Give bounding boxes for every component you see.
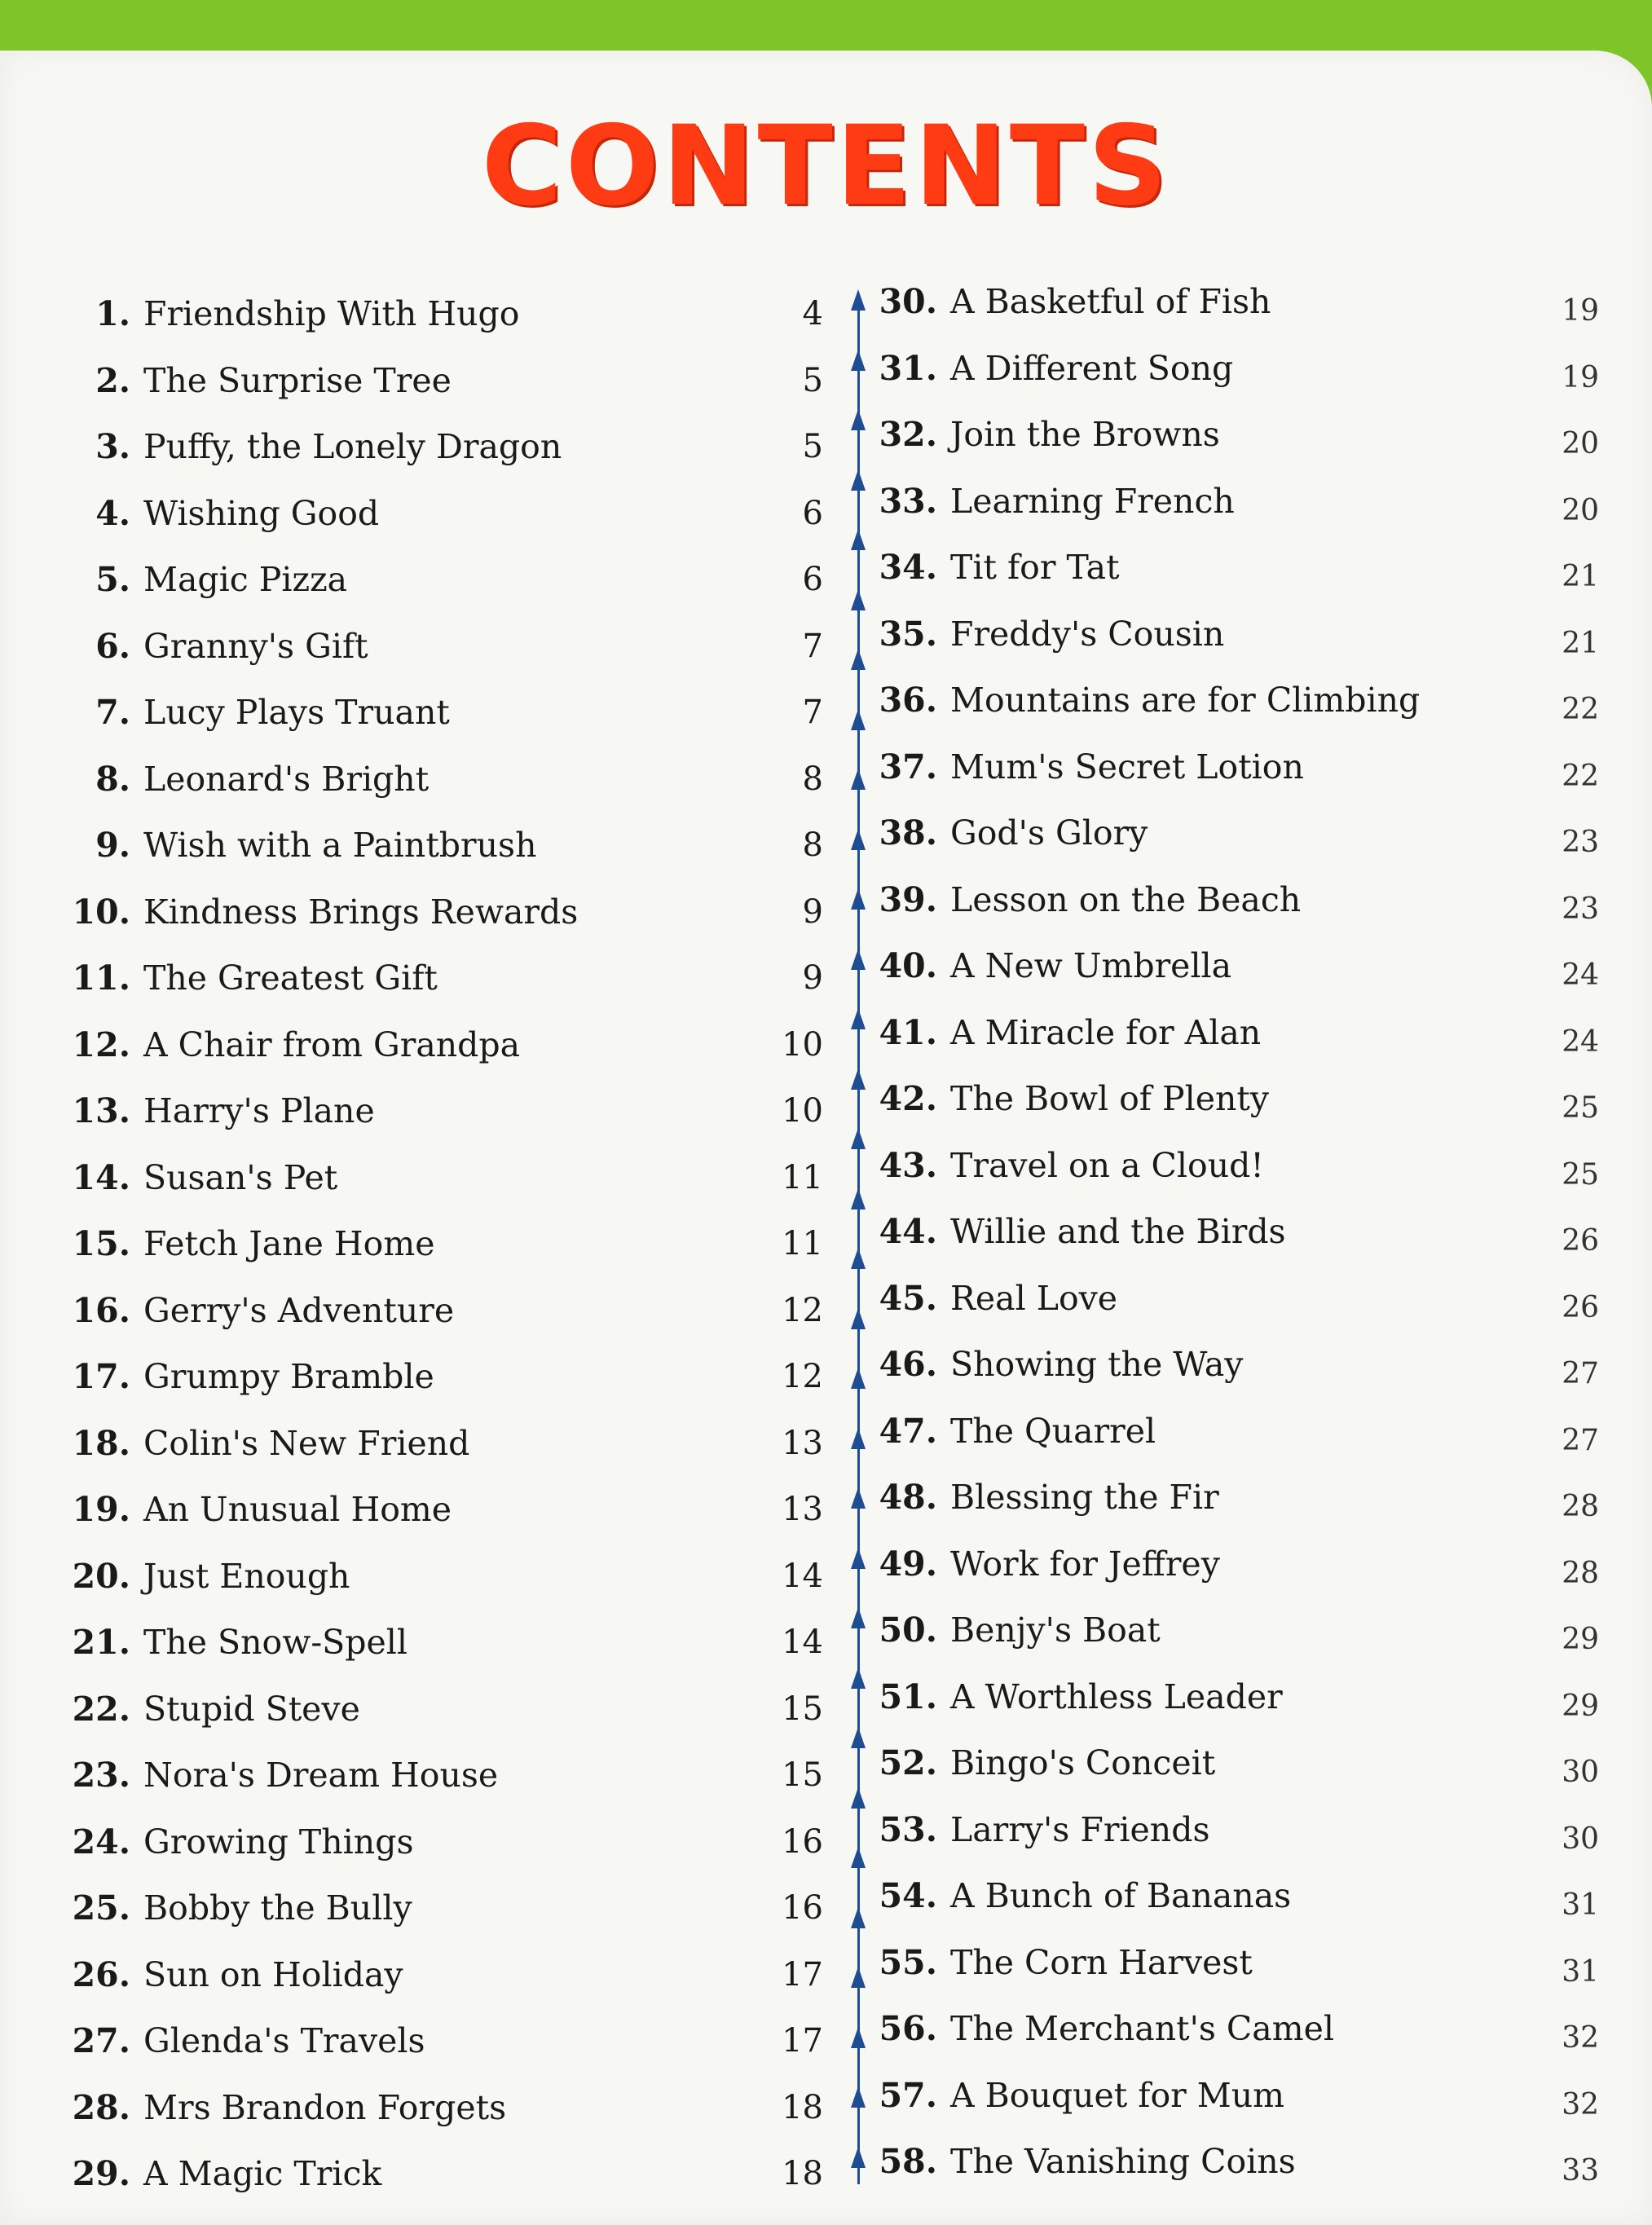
entry-title: Fetch Jane Home [143, 1224, 435, 1263]
toc-entry[interactable] [33, 547, 347, 612]
entry-title: Blessing the Fir [950, 1478, 1219, 1517]
up-arrow-icon [851, 1787, 866, 1809]
toc-entry[interactable] [33, 1145, 337, 1210]
entry-title: Susan's Pet [143, 1157, 338, 1197]
up-arrow-icon [851, 1008, 866, 1029]
entry-page-number: 24 [1562, 1024, 1599, 1059]
entry-number: 37. [879, 747, 937, 786]
up-arrow-icon [851, 1727, 866, 1748]
entry-number: 29. [72, 2154, 130, 2193]
entry-page-number: 22 [1562, 693, 1599, 726]
toc-entry[interactable] [33, 1344, 434, 1409]
entry-title: Larry's Friends [950, 1809, 1210, 1849]
toc-entry[interactable] [864, 469, 1235, 534]
entry-title: Wish with a Paintbrush [143, 826, 537, 865]
entry-title: Puffy, the Lonely Dragon [143, 427, 562, 466]
up-arrow-icon [851, 1907, 866, 1928]
entry-title: The Quarrel [950, 1411, 1156, 1451]
toc-entry[interactable] [864, 867, 1301, 932]
toc-entry[interactable] [864, 269, 1271, 334]
toc-entry[interactable] [864, 1664, 1283, 1729]
entry-page-number: 12 [782, 1291, 823, 1329]
entry-title: Travel on a Cloud! [950, 1145, 1264, 1185]
entry-number: 39. [879, 879, 937, 919]
entry-title: Bingo's Conceit [950, 1743, 1216, 1782]
entry-page-number: 9 [802, 892, 823, 931]
toc-entry[interactable] [33, 813, 537, 878]
up-arrow-icon [851, 409, 866, 430]
toc-entry[interactable] [33, 2141, 381, 2206]
toc-entry[interactable] [864, 1930, 1253, 1995]
entry-title: Stupid Steve [143, 1689, 360, 1729]
entry-title: The Greatest Gift [143, 958, 438, 998]
entry-title: Mum's Secret Lotion [950, 747, 1304, 786]
entry-title: Nora's Dream House [143, 1756, 499, 1795]
toc-entry[interactable] [33, 1078, 375, 1143]
toc-entry[interactable] [864, 1797, 1210, 1862]
toc-entry[interactable] [33, 1012, 520, 1077]
toc-entry[interactable] [864, 734, 1304, 800]
entry-title: The Merchant's Camel [950, 2009, 1334, 2048]
entry-page-number: 7 [802, 627, 823, 665]
entry-page-number: 5 [802, 428, 823, 465]
entry-page-number: 11 [782, 1158, 823, 1196]
entry-number: 21. [72, 1623, 130, 1662]
entry-title: A Bouquet for Mum [950, 2075, 1285, 2115]
entry-title: Willie and the Birds [950, 1212, 1286, 1251]
up-arrow-icon [851, 529, 866, 550]
toc-entry[interactable] [33, 481, 379, 546]
entry-number: 55. [879, 1942, 937, 1982]
entry-number: 30. [879, 282, 937, 321]
toc-entry[interactable] [33, 879, 578, 945]
entry-page-number: 25 [1562, 1157, 1599, 1192]
entry-number: 48. [879, 1478, 937, 1517]
up-arrow-icon [851, 1128, 866, 1149]
entry-number: 27. [72, 2021, 130, 2060]
toc-entry[interactable] [864, 1996, 1334, 2061]
entry-number: 53. [879, 1809, 937, 1849]
entry-number: 2. [95, 360, 130, 400]
entry-title: The Surprise Tree [143, 360, 452, 400]
entry-title: Growing Things [143, 1822, 414, 1862]
entry-page-number: 13 [782, 1491, 823, 1528]
toc-entry[interactable] [864, 1863, 1291, 1928]
entry-page-number: 8 [802, 826, 823, 864]
entry-title: Glenda's Travels [143, 2021, 425, 2060]
toc-entry[interactable] [33, 1411, 469, 1476]
entry-page-number: 16 [782, 1889, 823, 1927]
entry-title: Mountains are for Climbing [950, 681, 1421, 720]
toc-entry[interactable] [33, 1610, 407, 1675]
entry-title: Sun on Holiday [143, 1954, 403, 1994]
entry-number: 26. [72, 1954, 130, 1994]
entry-number: 31. [879, 348, 937, 388]
toc-entry[interactable] [864, 1465, 1219, 1530]
up-arrow-icon [851, 1068, 866, 1090]
entry-number: 16. [72, 1290, 130, 1330]
entry-number: 28. [72, 2087, 130, 2127]
entry-number: 17. [72, 1357, 130, 1396]
entry-page-number: 7 [802, 694, 823, 731]
entry-number: 15. [72, 1224, 130, 1263]
toc-entry[interactable] [864, 800, 1148, 866]
entry-number: 1. [95, 294, 130, 333]
entry-title: Freddy's Cousin [950, 614, 1225, 654]
entry-number: 18. [72, 1423, 130, 1463]
toc-entry[interactable] [864, 336, 1233, 401]
entry-number: 51. [879, 1676, 937, 1716]
toc-entry[interactable] [864, 2129, 1296, 2194]
entry-title: Magic Pizza [143, 560, 348, 599]
entry-page-number: 23 [1562, 826, 1599, 859]
entry-page-number: 20 [1562, 493, 1599, 527]
entry-title: Mrs Brandon Forgets [143, 2087, 507, 2127]
entry-number: 50. [879, 1610, 937, 1650]
toc-entry[interactable] [864, 1133, 1264, 1198]
up-arrow-icon [851, 1368, 866, 1389]
up-arrow-icon [851, 2147, 866, 2168]
toc-entry[interactable] [864, 1266, 1117, 1331]
entry-page-number: 25 [1562, 1091, 1599, 1125]
entry-title: A Magic Trick [143, 2154, 382, 2193]
toc-entry[interactable] [33, 1809, 413, 1875]
entry-page-number: 18 [782, 2155, 823, 2192]
entry-number: 57. [879, 2075, 937, 2115]
toc-entry[interactable] [864, 1597, 1161, 1663]
entry-number: 36. [879, 681, 937, 720]
entry-page-number: 24 [1562, 958, 1599, 992]
entry-page-number: 18 [782, 2088, 823, 2126]
entry-page-number: 29 [1562, 1689, 1599, 1723]
entry-title: The Snow-Spell [143, 1623, 407, 1662]
up-arrow-icon [851, 469, 866, 491]
entry-title: Wishing Good [143, 493, 380, 533]
entry-page-number: 28 [1562, 1490, 1599, 1523]
entry-number: 23. [72, 1756, 130, 1795]
entry-number: 6. [95, 626, 130, 666]
entry-page-number: 14 [782, 1624, 823, 1661]
entry-number: 22. [72, 1689, 130, 1729]
entry-number: 19. [72, 1490, 130, 1529]
toc-entry[interactable] [864, 668, 1420, 733]
entry-page-number: 23 [1562, 892, 1599, 926]
toc-entry[interactable] [864, 1399, 1156, 1464]
entry-title: A Worthless Leader [950, 1676, 1283, 1716]
entry-title: Join the Browns [950, 415, 1220, 454]
toc-entry[interactable] [33, 1875, 412, 1941]
entry-number: 34. [879, 548, 937, 587]
up-arrow-icon [851, 350, 866, 371]
entry-title: Granny's Gift [143, 626, 368, 666]
entry-number: 42. [879, 1079, 937, 1118]
entry-page-number: 9 [802, 959, 823, 997]
entry-page-number: 6 [802, 494, 823, 532]
toc-entry[interactable] [33, 1544, 350, 1609]
entry-number: 52. [879, 1743, 937, 1782]
up-arrow-icon [851, 1308, 866, 1329]
entry-title: An Unusual Home [143, 1490, 452, 1529]
toc-entry[interactable] [33, 1278, 454, 1343]
entry-number: 9. [95, 826, 130, 865]
entry-number: 12. [72, 1024, 130, 1064]
toc-entry[interactable] [864, 1000, 1261, 1065]
entry-page-number: 21 [1562, 560, 1599, 593]
toc-entry[interactable] [33, 680, 450, 745]
entry-title: Grumpy Bramble [143, 1357, 434, 1396]
entry-number: 3. [95, 427, 130, 466]
toc-entry[interactable] [864, 601, 1224, 667]
entry-page-number: 31 [1562, 1888, 1599, 1922]
entry-number: 47. [879, 1411, 937, 1451]
toc-entry[interactable] [33, 281, 519, 346]
up-arrow-icon [851, 1188, 866, 1209]
entry-title: Just Enough [143, 1556, 350, 1596]
up-arrow-icon [851, 1428, 866, 1449]
up-arrow-icon [851, 1548, 866, 1569]
column-divider [857, 297, 860, 2184]
entry-number: 32. [879, 415, 937, 454]
up-arrow-icon [851, 769, 866, 790]
entry-title: The Bowl of Plenty [950, 1079, 1270, 1118]
up-arrow-icon [851, 1967, 866, 1988]
entry-number: 24. [72, 1822, 130, 1862]
entry-title: A Different Song [950, 348, 1234, 388]
entry-title: A Miracle for Alan [950, 1012, 1262, 1052]
entry-title: God's Glory [950, 813, 1148, 853]
up-arrow-icon [851, 709, 866, 730]
entry-page-number: 21 [1562, 626, 1599, 660]
entry-page-number: 27 [1562, 1423, 1599, 1457]
entry-number: 25. [72, 1888, 130, 1928]
entry-page-number: 15 [782, 1690, 823, 1728]
entry-number: 58. [879, 2142, 937, 2181]
toc-entry[interactable] [864, 535, 1120, 600]
entry-page-number: 29 [1562, 1623, 1599, 1656]
entry-title: Benjy's Boat [950, 1610, 1161, 1650]
entry-title: Gerry's Adventure [143, 1290, 455, 1330]
entry-title: A Basketful of Fish [950, 282, 1271, 321]
entry-page-number: 20 [1562, 427, 1599, 460]
entry-page-number: 30 [1562, 1822, 1599, 1856]
entry-page-number: 26 [1562, 1224, 1599, 1258]
entry-title: A New Umbrella [950, 946, 1232, 985]
entry-number: 5. [95, 560, 130, 599]
entry-page-number: 30 [1562, 1756, 1599, 1789]
toc-entry[interactable] [33, 747, 429, 812]
entry-number: 44. [879, 1212, 937, 1251]
entry-title: The Corn Harvest [950, 1942, 1253, 1982]
up-arrow-icon [851, 1487, 866, 1509]
up-arrow-icon [851, 949, 866, 970]
toc-entry[interactable] [864, 1531, 1220, 1597]
entry-page-number: 17 [782, 2022, 823, 2060]
toc-entry[interactable] [33, 1942, 403, 2007]
entry-title: Work for Jeffrey [950, 1544, 1220, 1584]
toc-entry[interactable] [33, 1477, 452, 1542]
entry-title: A Bunch of Bananas [950, 1876, 1292, 1915]
toc-entry[interactable] [33, 1743, 498, 1808]
toc-entry[interactable] [864, 1730, 1215, 1795]
entry-number: 49. [879, 1544, 937, 1584]
entry-page-number: 19 [1562, 360, 1599, 394]
entry-number: 54. [879, 1876, 937, 1915]
up-arrow-icon [851, 1607, 866, 1628]
entry-title: Bobby the Bully [143, 1888, 412, 1928]
entry-title: Lesson on the Beach [950, 879, 1302, 919]
entry-number: 43. [879, 1145, 937, 1185]
entry-page-number: 10 [782, 1092, 823, 1130]
entry-number: 11. [72, 958, 130, 998]
entry-page-number: 6 [802, 561, 823, 598]
entry-title: Tit for Tat [950, 548, 1120, 587]
page-title: CONTENTS [481, 102, 1171, 230]
entry-title: Real Love [950, 1278, 1118, 1318]
toc-entry[interactable] [33, 1676, 360, 1742]
entry-number: 41. [879, 1012, 937, 1052]
entry-title: Learning French [950, 481, 1235, 521]
entry-title: Leonard's Bright [143, 759, 430, 799]
entry-number: 4. [95, 493, 130, 533]
entry-page-number: 16 [782, 1822, 823, 1861]
toc-entry[interactable] [864, 933, 1231, 998]
entry-title: The Vanishing Coins [950, 2142, 1296, 2181]
toc-entry[interactable] [33, 945, 438, 1011]
up-arrow-icon [851, 1248, 866, 1269]
entry-number: 33. [879, 481, 937, 521]
entry-title: Lucy Plays Truant [143, 693, 450, 732]
entry-title: Showing the Way [950, 1345, 1244, 1384]
entry-page-number: 32 [1562, 2021, 1599, 2055]
entry-number: 10. [72, 892, 130, 932]
entry-number: 45. [879, 1278, 937, 1318]
entry-page-number: 12 [782, 1358, 823, 1395]
up-arrow-icon [851, 2027, 866, 2048]
entry-title: Kindness Brings Rewards [143, 892, 579, 932]
entry-page-number: 10 [782, 1025, 823, 1064]
toc-entry[interactable] [864, 2063, 1284, 2128]
entry-page-number: 11 [782, 1225, 823, 1262]
toc-entry[interactable] [33, 2075, 506, 2140]
up-arrow-icon [851, 1847, 866, 1868]
up-arrow-icon [851, 829, 866, 850]
entry-number: 14. [72, 1157, 130, 1197]
entry-page-number: 14 [782, 1557, 823, 1595]
entry-page-number: 33 [1562, 2154, 1599, 2188]
entry-page-number: 32 [1562, 2087, 1599, 2121]
up-arrow-icon [851, 888, 866, 910]
entry-number: 8. [95, 759, 130, 799]
entry-page-number: 26 [1562, 1290, 1599, 1324]
toc-entry[interactable] [33, 2008, 425, 2073]
entry-number: 38. [879, 813, 937, 853]
toc-entry[interactable] [864, 402, 1220, 467]
entry-number: 20. [72, 1556, 130, 1596]
toc-entry[interactable] [33, 348, 452, 413]
entry-title: Harry's Plane [143, 1091, 375, 1130]
entry-page-number: 5 [802, 361, 823, 399]
entry-page-number: 28 [1562, 1556, 1599, 1590]
entry-number: 13. [72, 1091, 130, 1130]
entry-page-number: 17 [782, 1955, 823, 1994]
entry-number: 56. [879, 2009, 937, 2048]
toc-entry[interactable] [864, 1066, 1269, 1131]
entry-page-number: 27 [1562, 1357, 1599, 1390]
entry-page-number: 31 [1562, 1954, 1599, 1989]
entry-number: 35. [879, 614, 937, 654]
entry-number: 7. [95, 693, 130, 732]
entry-title: Colin's New Friend [143, 1423, 470, 1463]
up-arrow-icon [851, 289, 866, 311]
up-arrow-icon [851, 2086, 866, 2108]
entry-page-number: 15 [782, 1756, 823, 1794]
up-arrow-icon [851, 589, 866, 610]
entry-page-number: 4 [802, 295, 823, 333]
entry-page-number: 13 [782, 1424, 823, 1462]
toc-entry[interactable] [33, 1211, 435, 1276]
entry-number: 46. [879, 1345, 937, 1384]
entry-page-number: 19 [1562, 294, 1599, 328]
toc-entry[interactable] [864, 1199, 1286, 1264]
entry-page-number: 8 [802, 760, 823, 798]
toc-entry[interactable] [33, 614, 368, 679]
toc-entry[interactable] [33, 414, 562, 479]
up-arrow-icon [851, 649, 866, 670]
up-arrow-icon [851, 1668, 866, 1689]
entry-title: Friendship With Hugo [143, 294, 520, 333]
entry-number: 40. [879, 946, 937, 985]
entry-page-number: 22 [1562, 759, 1599, 793]
entry-title: A Chair from Grandpa [143, 1024, 521, 1064]
toc-entry[interactable] [864, 1332, 1243, 1397]
